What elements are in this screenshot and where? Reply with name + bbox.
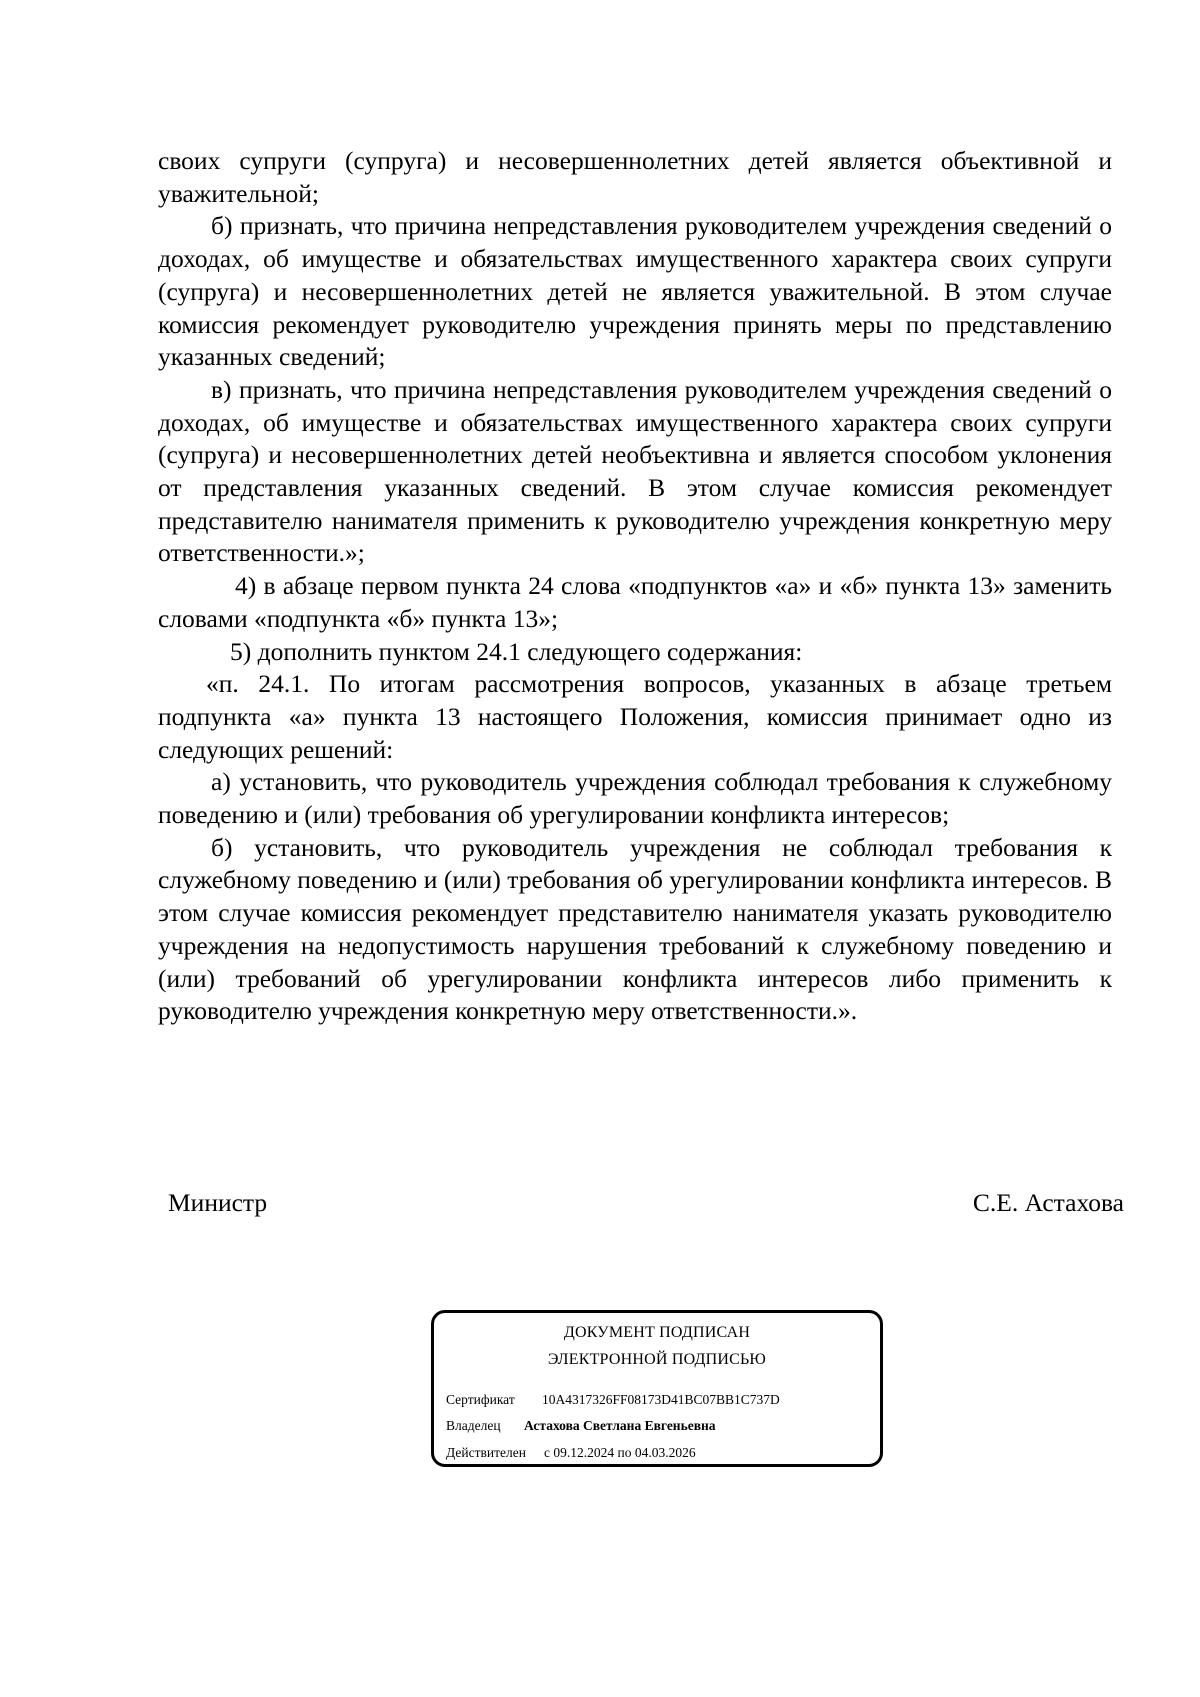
stamp-owner-label: Владелец <box>446 1418 501 1433</box>
paragraph-decision-a: а) установить, что руководитель учреждения соблюдал требования к служебному поведению и (или) требования об урегулировании конфликта интересов; <box>158 767 1112 830</box>
paragraph-continuation: своих супруги (супруга) и несовершеннолетних детей является объективной и уважительной; <box>158 146 1112 208</box>
stamp-validity-value: с 09.12.2024 по 04.03.2026 <box>544 1445 696 1460</box>
paragraph-item-4: 4) в абзаце первом пункта 24 слова «подпунктов «а» и «б» пункта 13» заменить словами «подпункта «б» пункта 13»; <box>158 571 1112 633</box>
stamp-owner-row <box>446 1417 716 1435</box>
stamp-title-line1: ДОКУМЕНТ ПОДПИСАН <box>563 1324 751 1341</box>
stamp-certificate-label: Сертификат <box>446 1392 515 1407</box>
paragraph-item-v: в) признать, что причина непредставления руководителем учреждения сведений о доходах, об имуществе и обязательствах имущественного характера своих супруги (супруга) и несовершеннолетних детей необъективна и является способом уклонения от представления указанных сведений. В этом случае комиссия рекомендует представителю нанимателя применить к руководителю учреждения конкретную меру ответственности.»; <box>158 374 1112 568</box>
stamp-title-line2: ЭЛЕКТРОННОЙ ПОДПИСЬЮ <box>547 1351 767 1368</box>
paragraph-item-5: 5) дополнить пунктом 24.1 следующего содержания: <box>230 636 803 666</box>
electronic-signature-stamp <box>431 1310 883 1467</box>
stamp-validity-label: Действителен <box>446 1445 526 1460</box>
paragraph-clause-24-1: «п. 24.1. По итогам рассмотрения вопросов, указанных в абзаце третьем подпункта «а» пункта 13 настоящего Положения, комиссия принимает одно из следующих решений: <box>158 669 1112 764</box>
document-body <box>158 145 1112 1028</box>
paragraph-decision-b: б) установить, что руководитель учреждения не соблюдал требования к служебному поведению и (или) требования об урегулировании конфликта интересов. В этом случае комиссия рекомендует представителю нанимателя указать руководителю учреждения на недопустимость нарушения требований к служебному поведению и (или) требований об урегулировании конфликта интересов либо применить к руководителю учреждения конкретную меру ответственности.». <box>158 832 1112 1026</box>
paragraph-item-b: б) признать, что причина непредставления руководителем учреждения сведений о доходах, об имуществе и обязательствах имущественного характера своих супруги (супруга) и несовершеннолетних детей не является уважительной. В этом случае комиссия рекомендует руководителю учреждения принять меры по представлению указанных сведений; <box>158 211 1112 372</box>
signatory-name: С.Е. Астахова <box>972 1188 1124 1217</box>
stamp-owner-value: Астахова Светлана Евгеньевна <box>524 1418 716 1433</box>
stamp-certificate-value: 10A4317326FF08173D41BC07BB1C737D <box>542 1392 780 1407</box>
signatory-position: Министр <box>168 1188 268 1217</box>
stamp-certificate-row <box>446 1391 780 1409</box>
stamp-validity-row <box>446 1444 696 1462</box>
